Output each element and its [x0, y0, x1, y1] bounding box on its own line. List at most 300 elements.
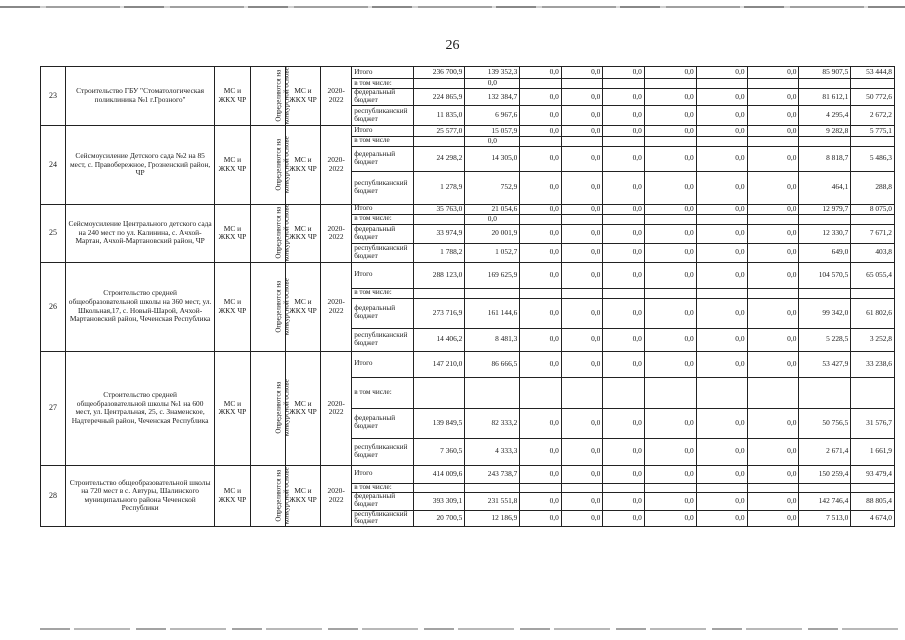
contractor-text: Определяются на конкурсной основе — [273, 278, 290, 335]
amount-cell: 0,0 — [520, 465, 562, 483]
amount-cell: 0,0 — [465, 79, 520, 89]
amount-cell: 2 671,4 — [799, 438, 851, 465]
amount-cell: 81 612,1 — [799, 89, 851, 106]
amount-cell: 161 144,6 — [465, 298, 520, 328]
source-label: Итого — [352, 262, 414, 288]
amount-cell: 132 384,7 — [465, 89, 520, 106]
amount-cell — [414, 79, 465, 89]
amount-cell: 5 228,5 — [799, 328, 851, 351]
amount-cell: 0,0 — [747, 171, 799, 204]
amount-cell: 4 295,4 — [799, 106, 851, 126]
amount-cell: 53 444,8 — [851, 67, 895, 79]
amount-cell — [561, 214, 603, 224]
contractor-text: Определяются на конкурсной основе — [273, 204, 290, 262]
amount-cell — [696, 483, 747, 492]
customer-cell: МС и ЖКХ ЧР — [215, 67, 250, 126]
amount-cell: 0,0 — [603, 262, 645, 288]
amount-cell: 0,0 — [696, 171, 747, 204]
amount-cell — [851, 288, 895, 298]
object-name: Строительство общеобразовательной школы на 720 мест в с. Автуры, Шалинского муниципального района Чеченской Республики — [65, 465, 214, 526]
amount-cell: 0,0 — [747, 204, 799, 214]
amount-cell: 0,0 — [644, 146, 696, 171]
amount-cell: 0,0 — [561, 106, 603, 126]
amount-cell: 224 865,9 — [414, 89, 465, 106]
source-label: федеральный бюджет — [352, 89, 414, 106]
source-label: в том числе: — [352, 214, 414, 224]
amount-cell: 0,0 — [561, 262, 603, 288]
amount-cell: 0,0 — [747, 106, 799, 126]
amount-cell: 4 674,0 — [851, 510, 895, 526]
row-number: 25 — [41, 204, 66, 262]
table-row — [41, 465, 895, 483]
amount-cell: 12 330,7 — [799, 224, 851, 243]
amount-cell: 393 309,1 — [414, 492, 465, 510]
amount-cell: 0,0 — [696, 243, 747, 262]
amount-cell: 0,0 — [696, 67, 747, 79]
amount-cell — [561, 483, 603, 492]
amount-cell: 0,0 — [747, 224, 799, 243]
amount-cell — [747, 137, 799, 147]
amount-cell: 12 979,7 — [799, 204, 851, 214]
amount-cell: 8 075,0 — [851, 204, 895, 214]
source-label: Итого — [352, 465, 414, 483]
amount-cell: 0,0 — [644, 465, 696, 483]
amount-cell: 0,0 — [747, 438, 799, 465]
executor-cell: МС и ЖКХ ЧР — [285, 67, 320, 126]
amount-cell: 33 238,6 — [851, 351, 895, 377]
executor-cell: МС и ЖКХ ЧР — [285, 262, 320, 351]
amount-cell: 0,0 — [696, 465, 747, 483]
amount-cell: 0,0 — [561, 204, 603, 214]
amount-cell — [799, 137, 851, 147]
row-number: 23 — [41, 67, 66, 126]
amount-cell — [603, 377, 645, 408]
contractor-text: Определяются на конкурсной основе — [273, 67, 290, 125]
amount-cell: 0,0 — [520, 328, 562, 351]
amount-cell: 0,0 — [520, 438, 562, 465]
table-row — [41, 126, 895, 137]
amount-cell: 0,0 — [520, 171, 562, 204]
row-number: 28 — [41, 465, 66, 526]
amount-cell: 0,0 — [561, 171, 603, 204]
amount-cell: 24 298,2 — [414, 146, 465, 171]
amount-cell: 414 009,6 — [414, 465, 465, 483]
amount-cell: 0,0 — [747, 146, 799, 171]
amount-cell: 0,0 — [520, 408, 562, 438]
customer-cell: МС и ЖКХ ЧР — [215, 204, 250, 262]
amount-cell: 50 772,6 — [851, 89, 895, 106]
executor-cell: МС и ЖКХ ЧР — [285, 465, 320, 526]
amount-cell — [520, 483, 562, 492]
amount-cell: 0,0 — [561, 492, 603, 510]
source-label: республиканский бюджет — [352, 328, 414, 351]
amount-cell: 1 278,9 — [414, 171, 465, 204]
amount-cell: 99 342,0 — [799, 298, 851, 328]
source-label: в том числе: — [352, 79, 414, 89]
amount-cell: 0,0 — [561, 146, 603, 171]
amount-cell: 0,0 — [747, 510, 799, 526]
amount-cell: 0,0 — [520, 89, 562, 106]
amount-cell: 93 479,4 — [851, 465, 895, 483]
object-name: Строительство средней общеобразовательной школы на 360 мест, ул. Школьная,17, с. Новый-Шарой, Ачхой-Мартановский район, Чеченская Республика — [65, 262, 214, 351]
amount-cell: 0,0 — [696, 204, 747, 214]
amount-cell: 243 738,7 — [465, 465, 520, 483]
amount-cell: 4 333,3 — [465, 438, 520, 465]
amount-cell — [747, 214, 799, 224]
amount-cell: 1 788,2 — [414, 243, 465, 262]
contractor-cell — [250, 126, 290, 205]
amount-cell: 53 427,9 — [799, 351, 851, 377]
amount-cell: 65 055,4 — [851, 262, 895, 288]
amount-cell: 12 186,9 — [465, 510, 520, 526]
amount-cell: 7 513,0 — [799, 510, 851, 526]
executor-cell: МС и ЖКХ ЧР — [285, 204, 320, 262]
customer-cell: МС и ЖКХ ЧР — [215, 126, 250, 205]
amount-cell — [747, 377, 799, 408]
amount-cell — [414, 377, 465, 408]
amount-cell — [644, 288, 696, 298]
amount-cell: 8 481,3 — [465, 328, 520, 351]
source-label: Итого — [352, 126, 414, 137]
amount-cell: 0,0 — [603, 328, 645, 351]
amount-cell — [520, 79, 562, 89]
contractor-cell — [250, 204, 290, 262]
amount-cell: 0,0 — [561, 89, 603, 106]
amount-cell: 14 406,2 — [414, 328, 465, 351]
amount-cell — [851, 377, 895, 408]
program-table — [40, 66, 895, 527]
amount-cell: 649,0 — [799, 243, 851, 262]
amount-cell — [851, 483, 895, 492]
amount-cell: 0,0 — [520, 298, 562, 328]
amount-cell: 21 054,6 — [465, 204, 520, 214]
source-label: республиканский бюджет — [352, 243, 414, 262]
amount-cell: 9 282,8 — [799, 126, 851, 137]
amount-cell: 88 805,4 — [851, 492, 895, 510]
object-name: Сейсмоусиление Детского сада №2 на 85 мест, с. Правобережное, Грозненский район, ЧР — [65, 126, 214, 205]
amount-cell: 0,0 — [520, 146, 562, 171]
amount-cell: 0,0 — [520, 492, 562, 510]
amount-cell: 236 700,9 — [414, 67, 465, 79]
contractor-text: Определяются на конкурсной основе — [273, 467, 290, 524]
amount-cell: 0,0 — [561, 465, 603, 483]
amount-cell: 20 001,9 — [465, 224, 520, 243]
amount-cell: 0,0 — [747, 351, 799, 377]
amount-cell: 0,0 — [644, 126, 696, 137]
amount-cell: 0,0 — [696, 298, 747, 328]
scan-bottom-edge — [40, 628, 900, 630]
amount-cell: 0,0 — [603, 408, 645, 438]
object-name: Строительство ГБУ "Стоматологическая поликлиника №1 г.Грозного" — [65, 67, 214, 126]
amount-cell: 0,0 — [747, 492, 799, 510]
source-label: республиканский бюджет — [352, 106, 414, 126]
amount-cell: 25 577,0 — [414, 126, 465, 137]
amount-cell — [465, 377, 520, 408]
table-row — [41, 204, 895, 214]
amount-cell: 0,0 — [603, 67, 645, 79]
amount-cell: 0,0 — [644, 298, 696, 328]
amount-cell: 0,0 — [644, 89, 696, 106]
amount-cell — [414, 137, 465, 147]
amount-cell: 5 486,3 — [851, 146, 895, 171]
amount-cell — [747, 79, 799, 89]
amount-cell: 0,0 — [603, 243, 645, 262]
amount-cell: 0,0 — [696, 89, 747, 106]
amount-cell — [851, 137, 895, 147]
amount-cell: 0,0 — [747, 298, 799, 328]
amount-cell — [696, 79, 747, 89]
amount-cell: 139 352,3 — [465, 67, 520, 79]
amount-cell: 288,8 — [851, 171, 895, 204]
amount-cell: 6 967,6 — [465, 106, 520, 126]
amount-cell: 0,0 — [603, 126, 645, 137]
object-name: Сейсмоусиление Центрального детского сада на 240 мест по ул. Калинина, с. Ачхой-Мартан, Ачхой-Мартановский район, ЧР — [65, 204, 214, 262]
source-label: республиканский бюджет — [352, 438, 414, 465]
amount-cell: 0,0 — [465, 137, 520, 147]
customer-cell: МС и ЖКХ ЧР — [215, 351, 250, 465]
amount-cell — [603, 214, 645, 224]
amount-cell: 0,0 — [603, 298, 645, 328]
amount-cell: 0,0 — [561, 510, 603, 526]
amount-cell — [561, 79, 603, 89]
amount-cell: 150 259,4 — [799, 465, 851, 483]
amount-cell: 0,0 — [696, 328, 747, 351]
amount-cell: 14 305,0 — [465, 146, 520, 171]
period-cell: 2020-2022 — [321, 126, 352, 205]
amount-cell: 0,0 — [696, 492, 747, 510]
amount-cell — [414, 288, 465, 298]
amount-cell — [520, 288, 562, 298]
amount-cell: 82 333,2 — [465, 408, 520, 438]
amount-cell — [414, 214, 465, 224]
amount-cell: 0,0 — [644, 438, 696, 465]
amount-cell: 1 661,9 — [851, 438, 895, 465]
amount-cell: 0,0 — [520, 351, 562, 377]
source-label: республиканский бюджет — [352, 171, 414, 204]
amount-cell: 0,0 — [747, 465, 799, 483]
amount-cell: 0,0 — [696, 351, 747, 377]
amount-cell: 0,0 — [603, 510, 645, 526]
amount-cell — [644, 483, 696, 492]
source-label: в том числе — [352, 137, 414, 147]
scan-top-edge — [0, 6, 905, 8]
amount-cell — [799, 377, 851, 408]
amount-cell: 0,0 — [644, 262, 696, 288]
contractor-text: Определяются на конкурсной основе — [273, 379, 290, 437]
source-label: федеральный бюджет — [352, 224, 414, 243]
amount-cell — [520, 137, 562, 147]
source-label: в том числе: — [352, 377, 414, 408]
amount-cell: 0,0 — [603, 351, 645, 377]
period-cell: 2020-2022 — [321, 204, 352, 262]
amount-cell: 0,0 — [561, 224, 603, 243]
amount-cell: 0,0 — [561, 126, 603, 137]
customer-cell: МС и ЖКХ ЧР — [215, 262, 250, 351]
amount-cell: 86 666,5 — [465, 351, 520, 377]
amount-cell — [520, 377, 562, 408]
amount-cell — [561, 137, 603, 147]
amount-cell — [520, 214, 562, 224]
amount-cell: 169 625,9 — [465, 262, 520, 288]
amount-cell: 147 210,0 — [414, 351, 465, 377]
contractor-text: Определяются на конкурсной основе — [273, 136, 290, 194]
amount-cell — [465, 483, 520, 492]
amount-cell: 0,0 — [696, 438, 747, 465]
page-number: 26 — [445, 38, 460, 53]
period-cell: 2020-2022 — [321, 465, 352, 526]
contractor-cell — [250, 351, 290, 465]
amount-cell: 3 252,8 — [851, 328, 895, 351]
amount-cell: 104 570,5 — [799, 262, 851, 288]
amount-cell — [644, 79, 696, 89]
amount-cell: 0,0 — [561, 438, 603, 465]
amount-cell: 0,0 — [644, 510, 696, 526]
amount-cell: 0,0 — [747, 89, 799, 106]
amount-cell: 0,0 — [696, 126, 747, 137]
source-label: федеральный бюджет — [352, 408, 414, 438]
amount-cell: 0,0 — [603, 204, 645, 214]
table-row — [41, 262, 895, 288]
amount-cell — [644, 377, 696, 408]
amount-cell: 31 576,7 — [851, 408, 895, 438]
amount-cell: 288 123,0 — [414, 262, 465, 288]
amount-cell: 0,0 — [603, 89, 645, 106]
source-label: республиканский бюджет — [352, 510, 414, 526]
amount-cell: 0,0 — [644, 243, 696, 262]
amount-cell: 0,0 — [465, 214, 520, 224]
amount-cell: 0,0 — [696, 106, 747, 126]
amount-cell: 85 907,5 — [799, 67, 851, 79]
amount-cell: 0,0 — [561, 328, 603, 351]
amount-cell: 0,0 — [603, 465, 645, 483]
amount-cell — [696, 214, 747, 224]
amount-cell — [799, 214, 851, 224]
amount-cell: 0,0 — [520, 510, 562, 526]
amount-cell: 752,9 — [465, 171, 520, 204]
amount-cell — [747, 288, 799, 298]
amount-cell: 0,0 — [561, 408, 603, 438]
amount-cell: 0,0 — [696, 224, 747, 243]
table-row — [41, 351, 895, 377]
amount-cell — [747, 483, 799, 492]
amount-cell: 0,0 — [696, 408, 747, 438]
amount-cell: 33 974,9 — [414, 224, 465, 243]
period-cell: 2020-2022 — [321, 351, 352, 465]
amount-cell: 403,8 — [851, 243, 895, 262]
amount-cell — [696, 377, 747, 408]
amount-cell — [561, 288, 603, 298]
customer-cell: МС и ЖКХ ЧР — [215, 465, 250, 526]
amount-cell: 0,0 — [747, 262, 799, 288]
amount-cell: 2 672,2 — [851, 106, 895, 126]
amount-cell — [465, 288, 520, 298]
amount-cell: 50 756,5 — [799, 408, 851, 438]
amount-cell: 8 818,7 — [799, 146, 851, 171]
amount-cell: 0,0 — [747, 408, 799, 438]
row-number: 26 — [41, 262, 66, 351]
amount-cell: 0,0 — [603, 224, 645, 243]
amount-cell: 1 052,7 — [465, 243, 520, 262]
table-row — [41, 67, 895, 79]
executor-cell: МС и ЖКХ ЧР — [285, 126, 320, 205]
amount-cell: 0,0 — [644, 328, 696, 351]
amount-cell: 0,0 — [603, 492, 645, 510]
amount-cell: 0,0 — [644, 351, 696, 377]
amount-cell — [414, 483, 465, 492]
amount-cell: 0,0 — [520, 224, 562, 243]
amount-cell — [603, 483, 645, 492]
amount-cell: 464,1 — [799, 171, 851, 204]
amount-cell: 0,0 — [520, 67, 562, 79]
amount-cell: 5 775,1 — [851, 126, 895, 137]
source-label: Итого — [352, 204, 414, 214]
amount-cell — [799, 79, 851, 89]
amount-cell: 139 849,5 — [414, 408, 465, 438]
amount-cell: 0,0 — [603, 146, 645, 171]
amount-cell: 0,0 — [696, 510, 747, 526]
amount-cell: 0,0 — [644, 492, 696, 510]
period-cell: 2020-2022 — [321, 262, 352, 351]
amount-cell: 0,0 — [603, 106, 645, 126]
amount-cell — [561, 377, 603, 408]
amount-cell: 142 746,4 — [799, 492, 851, 510]
amount-cell: 7 360,5 — [414, 438, 465, 465]
amount-cell — [799, 483, 851, 492]
source-label: Итого — [352, 351, 414, 377]
amount-cell: 0,0 — [747, 243, 799, 262]
amount-cell: 0,0 — [520, 262, 562, 288]
amount-cell: 20 700,5 — [414, 510, 465, 526]
amount-cell: 0,0 — [644, 67, 696, 79]
executor-cell: МС и ЖКХ ЧР — [285, 351, 320, 465]
amount-cell: 0,0 — [561, 67, 603, 79]
amount-cell: 7 671,2 — [851, 224, 895, 243]
amount-cell: 0,0 — [520, 243, 562, 262]
amount-cell — [603, 288, 645, 298]
amount-cell — [851, 214, 895, 224]
amount-cell: 0,0 — [520, 126, 562, 137]
amount-cell — [644, 137, 696, 147]
amount-cell: 0,0 — [696, 262, 747, 288]
amount-cell: 0,0 — [644, 106, 696, 126]
amount-cell — [799, 288, 851, 298]
amount-cell: 0,0 — [747, 126, 799, 137]
amount-cell: 0,0 — [747, 328, 799, 351]
amount-cell: 0,0 — [603, 171, 645, 204]
amount-cell: 0,0 — [644, 408, 696, 438]
amount-cell: 0,0 — [520, 106, 562, 126]
source-label: федеральный бюджет — [352, 146, 414, 171]
amount-cell — [603, 137, 645, 147]
period-cell: 2020-2022 — [321, 67, 352, 126]
amount-cell — [603, 79, 645, 89]
amount-cell: 0,0 — [520, 204, 562, 214]
amount-cell: 0,0 — [644, 224, 696, 243]
amount-cell: 35 763,0 — [414, 204, 465, 214]
amount-cell: 61 802,6 — [851, 298, 895, 328]
contractor-cell — [250, 67, 290, 126]
source-label: федеральный бюджет — [352, 298, 414, 328]
source-label: в том числе: — [352, 288, 414, 298]
amount-cell — [851, 79, 895, 89]
contractor-cell — [250, 262, 290, 351]
amount-cell: 15 057,9 — [465, 126, 520, 137]
object-name: Строительство средней общеобразовательной школы №1 на 600 мест, ул. Центральная, 25, с. Знаменское, Надтеречный район, Чеченская Республика — [65, 351, 214, 465]
source-label: федеральный бюджет — [352, 492, 414, 510]
amount-cell — [644, 214, 696, 224]
amount-cell: 0,0 — [644, 171, 696, 204]
amount-cell: 0,0 — [561, 351, 603, 377]
